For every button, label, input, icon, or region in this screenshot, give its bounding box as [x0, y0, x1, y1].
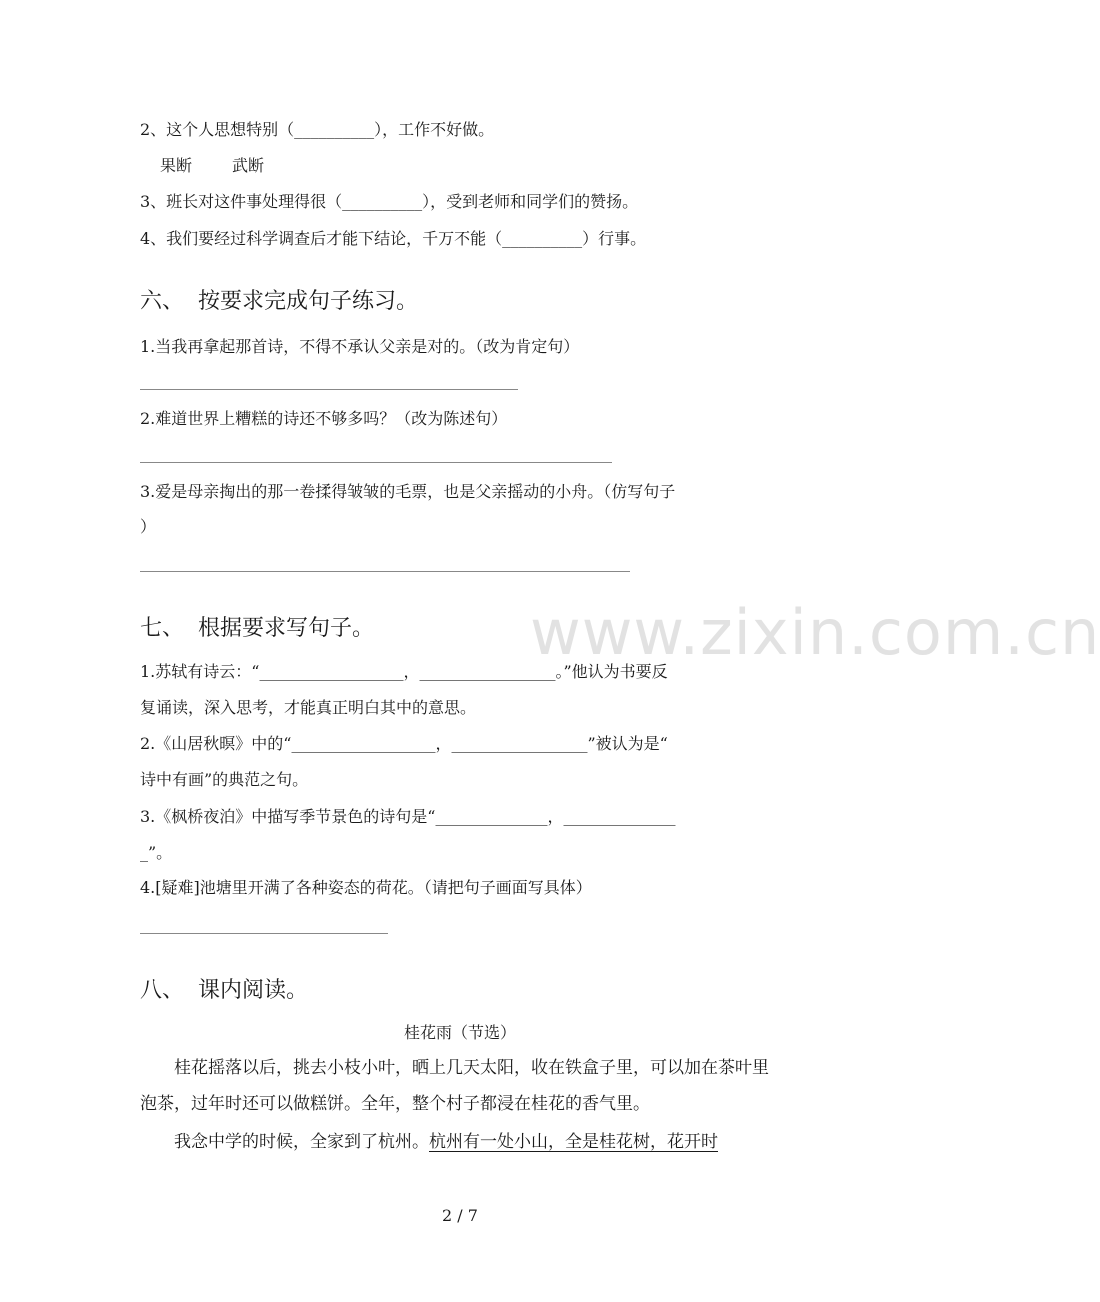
section-8-heading: 八、 课内阅读。 [140, 978, 308, 1003]
question-7-4: 4.[疑难]池塘里开满了各种姿态的荷花。（请把句子画面写具体） [140, 878, 592, 897]
underlined-sentence: 杭州有一处小山，全是桂花树，花开时 [429, 1132, 718, 1152]
page-number: 2 / 7 [442, 1206, 478, 1225]
passage-paragraph-1: 桂花摇落以后，挑去小枝小叶，晒上几天太阳，收在铁盒子里，可以加在茶叶里泡茶，过年时还可以做糕饼。全年，整个村子都浸在桂花的香气里。 [140, 1058, 769, 1114]
option-2: 武断 [232, 156, 265, 175]
section-6-heading: 六、 按要求完成句子练习。 [140, 289, 418, 314]
question-6-3-cont: ） [140, 517, 157, 536]
question-7-2: 2.《山居秋暝》中的“__________________，_________________”被认为是“ [140, 734, 668, 753]
watermark: www.zixin.com.cn [530, 596, 1100, 669]
question-6-1: 1.当我再拿起那首诗，不得不承认父亲是对的。（改为肯定句） [140, 337, 580, 356]
question-5-2: 2、这个人思想特别（__________），工作不好做。 [140, 120, 495, 139]
question-7-3-cont: _”。 [140, 843, 173, 862]
answer-line-6-2[interactable] [140, 462, 612, 463]
question-6-2: 2.难道世界上糟糕的诗还不够多吗？（改为陈述句） [140, 409, 508, 428]
question-6-3: 3.爱是母亲掏出的那一卷揉得皱皱的毛票，也是父亲摇动的小舟。（仿写句子 [140, 482, 676, 501]
question-7-1: 1.苏轼有诗云：“__________________，_________________。”他认为书要反 [140, 662, 668, 681]
question-7-2-cont: 诗中有画”的典范之句。 [140, 770, 309, 789]
answer-line-6-3[interactable] [140, 571, 630, 572]
question-7-3: 3.《枫桥夜泊》中描写季节景色的诗句是“______________，______________ [140, 807, 676, 826]
passage-text: 我念中学的时候，全家到了杭州。 [174, 1132, 429, 1152]
question-5-4: 4、我们要经过科学调查后才能下结论，千万不能（__________）行事。 [140, 229, 647, 248]
option-1: 果断 [160, 156, 193, 175]
answer-line-7-4[interactable] [140, 933, 388, 934]
passage-paragraph-2 [140, 1124, 772, 1160]
passage-title: 桂花雨（节选） [403, 1023, 516, 1042]
section-7-heading: 七、 根据要求写句子。 [140, 616, 374, 641]
question-5-3: 3、班长对这件事处理得很（__________），受到老师和同学们的赞扬。 [140, 192, 639, 211]
question-7-1-cont: 复诵读，深入思考，才能真正明白其中的意思。 [140, 698, 477, 717]
answer-line-6-1[interactable] [140, 389, 518, 390]
